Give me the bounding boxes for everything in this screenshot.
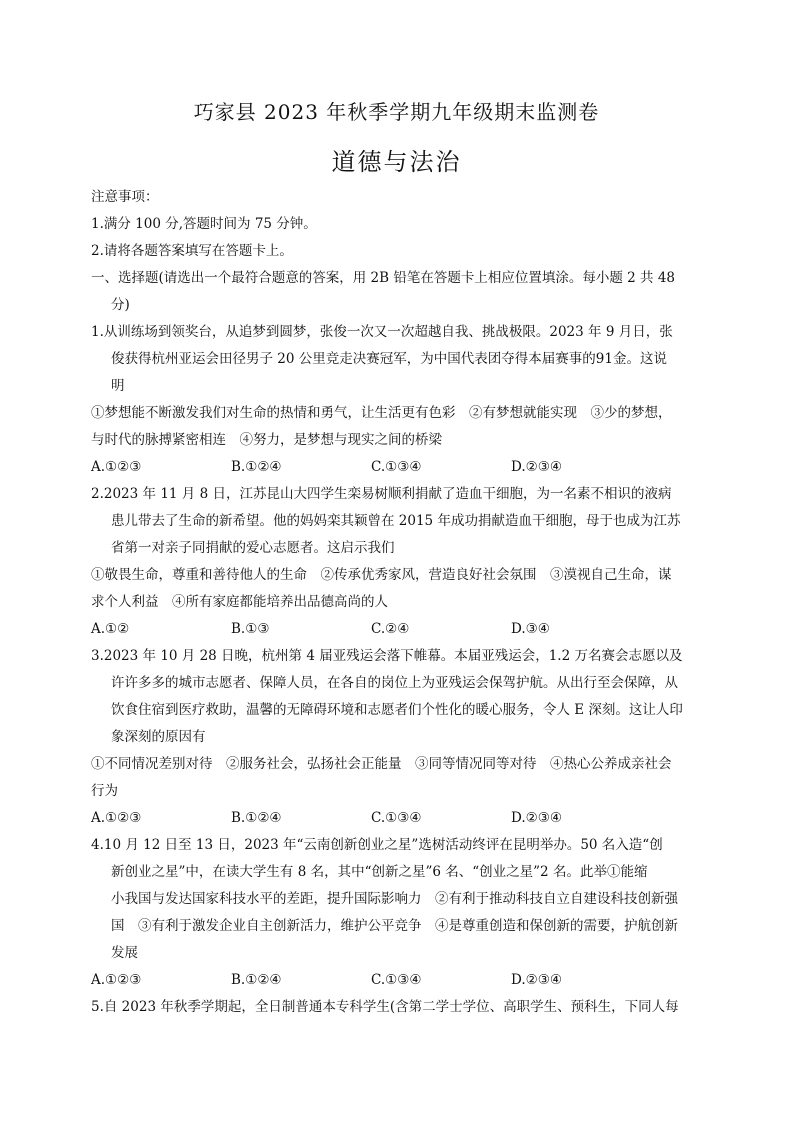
question-5: [91, 994, 703, 1021]
option-b[interactable]: B.①②④: [231, 810, 282, 826]
option-b[interactable]: B.①③: [231, 621, 270, 637]
option-b[interactable]: B.①②④: [231, 972, 282, 988]
section-heading: 一、选择题(请选出一个最符合题意的答案，用 2B 铅笔在答题卡上相应位置填涂。每小题 2 共 48: [91, 270, 675, 286]
exam-content: [91, 184, 703, 1021]
option-d[interactable]: D.②③④: [511, 810, 562, 826]
question-stem-line: 饮食住宿到医疗救助，温馨的无障碍环境和志愿者们个性化的暖心服务，令人 E 深刻。这让人印: [111, 702, 683, 718]
question-statements-line: ①敬畏生命，尊重和善待他人的生命 ②传承优秀家风，营造良好社会氛围 ③漠视自己生命，谋: [91, 567, 672, 583]
question-statements-line: 行为: [91, 783, 118, 799]
option-d[interactable]: D.②③④: [511, 972, 562, 988]
question-stem-line: 1.从训练场到领奖台，从追梦到圆梦，张俊一次又一次超越自我、挑战极限。2023 年 9 月日，张: [91, 324, 673, 340]
notes-heading: 注意事项：: [91, 189, 159, 205]
question-stem-line: 俊获得杭州亚运会田径男子 20 公里竞走决赛冠军，为中国代表团夺得本届赛事的91金。这说: [111, 351, 667, 367]
question-stem-line: 国 ③有利于激发企业自主创新活力，维护公平竞争 ④是尊重创造和保创新的需要，护航创新: [111, 918, 678, 934]
question-statements-line: 求个人利益 ④所有家庭都能培养出品德高尚的人: [91, 594, 388, 610]
question-stem-line: 新创业之星”中，在读大学生有 8 名，其中“创新之星”6 名、“创业之星”2 名。此举①能缩: [111, 864, 648, 880]
option-c[interactable]: C.①③④: [371, 810, 422, 826]
question-4: [91, 832, 703, 994]
subject-title: 道德与法治: [331, 148, 462, 176]
question-stem-line: 5.自 2023 年秋季学期起，全日制普通本专科学生(含第二学士学位、高职学生、预科生，下同人每: [91, 999, 679, 1015]
exam-title: 巧家县 2023 年秋季学期九年级期末监测卷: [193, 100, 600, 124]
question-statements-line: ①梦想能不断激发我们对生命的热情和勇气，让生活更有色彩 ②有梦想就能实现 ③少的梦想，: [91, 405, 672, 421]
option-d[interactable]: D.②③④: [511, 459, 562, 475]
option-a[interactable]: A.①②③: [91, 972, 142, 988]
option-c[interactable]: C.②④: [371, 621, 410, 637]
section-heading-cont: 分): [111, 297, 130, 313]
option-a[interactable]: A.①②③: [91, 459, 142, 475]
option-b[interactable]: B.①②④: [231, 459, 282, 475]
question-2: [91, 481, 703, 643]
option-c[interactable]: C.①③④: [371, 459, 422, 475]
question-stem-line: 患儿带去了生命的新希望。他的妈妈栾其颖曾在 2015 年成功捐献造血干细胞，母于也成为江苏: [111, 513, 681, 529]
question-3: [91, 643, 703, 832]
question-stem-line: 2.2023 年 11 月 8 日，江苏昆山大四学生栾易树顺利捐献了造血干细胞，为一名素不相识的液病: [91, 486, 672, 502]
option-a[interactable]: A.①②: [91, 621, 130, 637]
question-stem-line: 4.10 月 12 日至 13 日，2023 年“云南创新创业之星”选树活动终评在昆明举办。50 名入造“创: [91, 837, 663, 853]
option-a[interactable]: A.①②③: [91, 810, 142, 826]
answer-options: [91, 805, 703, 832]
question-stem-line: 3.2023 年 10 月 28 日晚，杭州第 4 届亚残运会落下帷幕。本届亚残运会，1.2 万名赛会志愿以及: [91, 648, 683, 664]
question-stem-line: 明: [111, 378, 125, 394]
question-stem-line: 小我国与发达国家科技水平的差距，提升国际影响力 ②有利于推动科技自立自建设科技创新强: [111, 891, 678, 907]
answer-options: [91, 616, 703, 643]
answer-options: [91, 454, 703, 481]
note-item: 2.请将各题答案填写在答题卡上。: [91, 243, 293, 259]
question-stem-line: 发展: [111, 945, 138, 961]
question-statements-line: 与时代的脉搏紧密相连 ④努力，是梦想与现实之间的桥梁: [91, 432, 442, 448]
answer-options: [91, 967, 703, 994]
question-stem-line: 许许多多的城市志愿者、保障人员，在各自的岗位上为亚残运会保驾护航。从出行至会保障，从: [111, 675, 678, 691]
question-stem-line: 省第一对亲子同捐献的爱心志愿者。这启示我们: [111, 540, 395, 556]
option-c[interactable]: C.①③④: [371, 972, 422, 988]
question-1: [91, 319, 703, 481]
question-statements-line: ①不同情况差别对待 ②服务社会，弘扬社会正能量 ③同等情况同等对待 ④热心公养成亲社会: [91, 756, 672, 772]
note-item: 1.满分 100 分,答题时间为 75 分钟。: [91, 216, 317, 232]
option-d[interactable]: D.③④: [511, 621, 550, 637]
question-stem-line: 象深刻的原因有: [111, 729, 206, 745]
